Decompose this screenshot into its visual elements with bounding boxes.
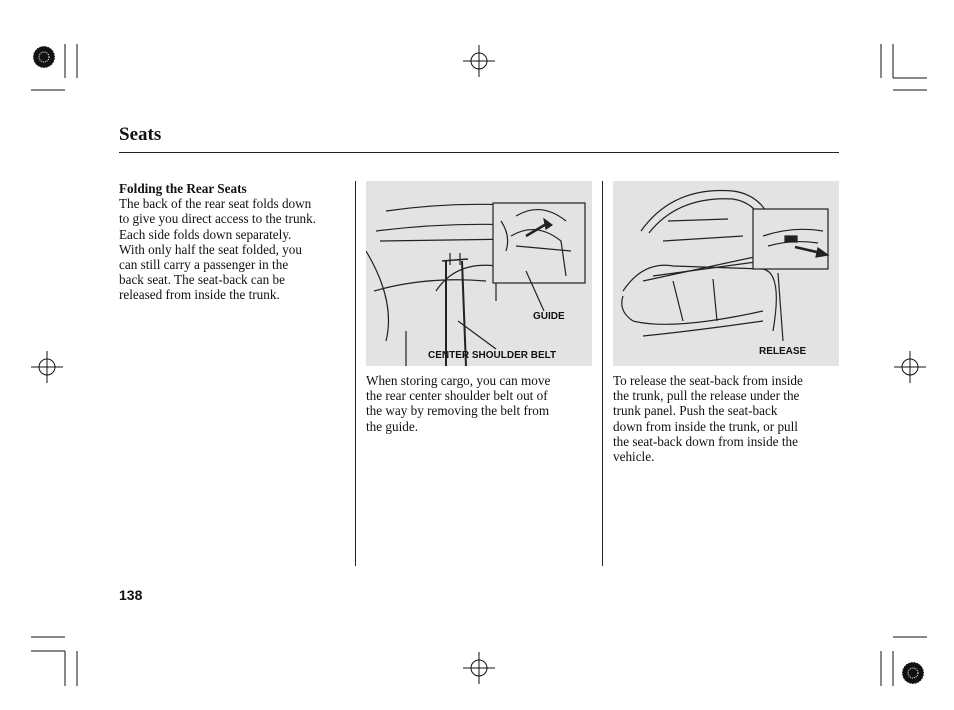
paragraph-line: released from inside the trunk. [119,287,280,303]
paragraph-line: back seat. The seat-back can be [119,272,285,288]
figure-shoulder-belt [366,181,592,366]
header-rule [119,152,839,153]
paragraph-line: the rear center shoulder belt out of [366,388,548,404]
page-number: 138 [119,587,143,603]
paragraph-line: to give you direct access to the trunk. [119,211,317,227]
paragraph-line: the seat-back down from inside the [613,433,798,449]
paragraph-line: can still carry a passenger in the [119,257,289,273]
paragraph-line: down from inside the trunk, or pull [613,418,798,434]
column-divider-right [602,181,603,566]
paragraph-line: the guide. [366,418,419,434]
paragraph-line: When storing cargo, you can move [366,373,551,388]
figure-label-center-shoulder-belt: CENTER SHOULDER BELT [428,350,557,361]
paragraph-line: trunk panel. Push the seat-back [613,403,778,419]
left-column [119,181,351,303]
column-divider-left [355,181,356,566]
section-heading: Folding the Rear Seats [119,181,247,196]
paragraph-line: the way by removing the belt from [366,403,550,419]
paragraph-line: To release the seat-back from inside [613,373,803,388]
paragraph-line: With only half the seat folded, you [119,241,302,257]
section-title: Seats [119,124,162,145]
paragraph-line: vehicle. [613,449,655,465]
figure-label-guide: GUIDE [533,311,565,322]
figure-trunk-release [613,181,839,366]
figure-label-release: RELEASE [759,346,807,357]
paragraph-line: the trunk, pull the release under the [613,388,800,404]
middle-column-text [366,373,596,434]
paragraph-line: Each side folds down separately. [119,226,292,242]
paragraph-line: The back of the rear seat folds down [119,196,312,212]
right-column-text [613,373,843,464]
